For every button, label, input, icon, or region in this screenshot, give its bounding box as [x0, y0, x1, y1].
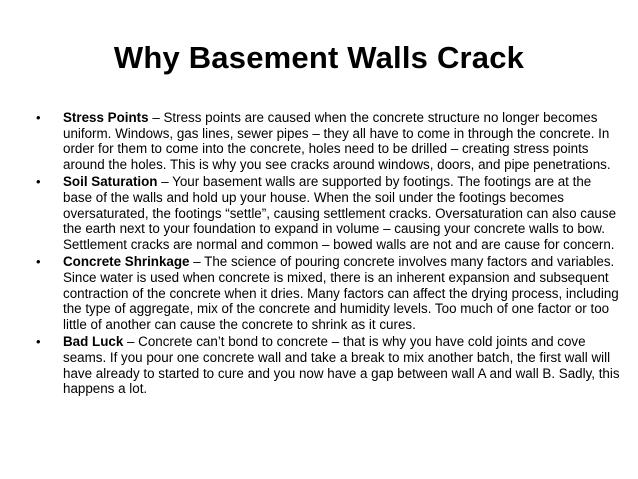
bullet-icon: •	[36, 174, 41, 190]
bullet-text: – Stress points are caused when the concrete structure no longer becomes uniform. Windows, gas lines, sewer pipes – they all have to come in through the concrete. In order for them to come into the concrete, holes need to be drilled – creating stress points around the holes. This is why you see cracks around windows, doors, and pipe penetrations.	[63, 110, 611, 172]
bullet-item-concrete-shrinkage	[28, 254, 620, 332]
bullet-term: Soil Saturation	[63, 174, 158, 190]
bullet-term: Concrete Shrinkage	[63, 254, 190, 270]
bullet-text: – Concrete can’t bond to concrete – that is why you have cold joints and cove seams. If you pour one concrete wall and take a break to mix another batch, the first wall will have already to started to cure and you now have a gap between wall A and wall B. Sadly, this happens a lot.	[63, 334, 620, 397]
bullet-item-soil-saturation	[28, 174, 620, 252]
bullet-term: Bad Luck	[63, 334, 124, 350]
bullet-item-stress-points	[28, 110, 620, 172]
bullet-list	[28, 110, 620, 399]
bullet-icon: •	[36, 254, 41, 270]
bullet-text: – The science of pouring concrete involves many factors and variables. Since water is used when concrete is mixed, there is an inherent expansion and subsequent contraction of the concrete when it dries. Many factors can affect the drying process, including the type of aggregate, mix of the concrete and humidity levels. Too much of one factor or too little of another can cause the concrete to shrink as it cures.	[63, 254, 619, 332]
bullet-item-bad-luck	[28, 334, 620, 396]
bullet-term: Stress Points	[63, 110, 149, 125]
bullet-icon: •	[36, 334, 41, 350]
bullet-icon: •	[36, 110, 41, 125]
bullet-text: – Your basement walls are supported by footings. The footings are at the base of the walls and hold up your house. When the soil under the footings becomes oversaturated, the footings “settle”, causing settlement cracks. Oversaturation can also cause the earth next to your foundation to expand in volume – causing your concrete walls to bow. Settlement cracks are normal and common – bowed walls are not and are cause for concern.	[63, 174, 617, 252]
slide-title: Why Basement Walls Crack	[113, 40, 525, 75]
